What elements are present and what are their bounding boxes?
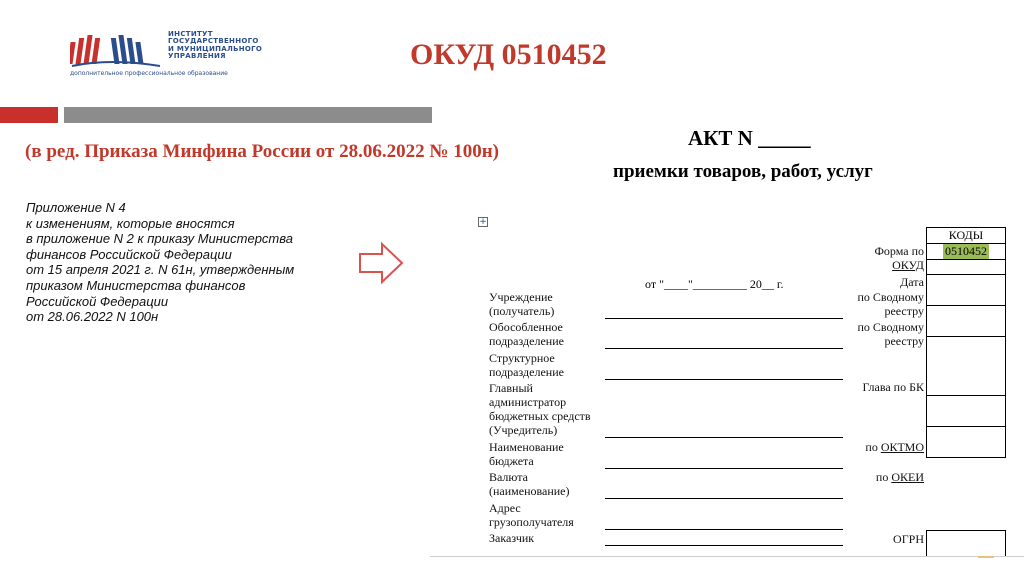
glav-label-2: администратор	[489, 395, 567, 409]
oktmo-label	[840, 440, 924, 455]
glav-label-4: (Учредитель)	[489, 423, 558, 437]
ogrn-label: ОГРН	[893, 532, 924, 546]
po-text: по	[865, 440, 878, 454]
obos-field-line	[605, 348, 843, 349]
form-bottom-edge	[430, 556, 1024, 557]
adr-label-1: Адрес	[489, 501, 521, 515]
strukt-field-line	[605, 379, 843, 380]
expand-icon[interactable]: +	[479, 217, 487, 227]
svod1-label: по Сводному	[857, 290, 924, 304]
okud-label: ОКУД	[892, 258, 924, 272]
form-subtitle: приемки товаров, работ, услуг	[613, 161, 873, 182]
val-label-1: Валюта	[489, 470, 528, 484]
logo-line: УПРАВЛЕНИЯ	[168, 52, 226, 61]
logo-line: И МУНИЦИПАЛЬНОГО	[168, 44, 263, 53]
oktmo-text: ОКТМО	[880, 440, 924, 454]
glava-label: Глава по БК	[862, 380, 924, 394]
form-title: АКТ N _____	[688, 126, 811, 150]
naim-label-2: бюджета	[489, 454, 534, 468]
glav-field-line	[605, 437, 843, 438]
appendix-line: от 28.06.2022 N 100н	[26, 309, 159, 325]
okud-code-value: 0510452	[945, 244, 987, 258]
naim-field-line	[605, 468, 843, 469]
glava-code-cell	[927, 337, 1006, 396]
logo-subline: дополнительное профессиональное образование	[70, 70, 228, 77]
oktmo-code-cell	[927, 396, 1006, 427]
zak-label: Заказчик	[489, 531, 535, 545]
appendix-line: от 15 апреля 2021 г. N 61н, утвержденным	[26, 262, 295, 278]
reestr2-label: реестру	[884, 334, 924, 348]
naim-label-1: Наименование	[489, 440, 564, 454]
uchr-label-2: (получатель)	[489, 304, 555, 318]
form-date-line: от "____"_________ 20__ г.	[645, 277, 784, 291]
codes-header: КОДЫ	[927, 228, 1006, 244]
page-title: ОКУД 0510452	[410, 38, 607, 71]
slide-corner-mark	[978, 548, 994, 558]
val-label-2: (наименование)	[489, 484, 570, 498]
logo-line: ИНСТИТУТ	[168, 30, 213, 38]
appendix-line: финансов Российской Федерации	[26, 246, 232, 262]
zak-field-line	[605, 545, 843, 546]
okei-label	[840, 470, 924, 485]
svod2-code-cell	[927, 306, 1006, 337]
codes-table	[926, 227, 1006, 458]
logo-line: ГОСУДАРСТВЕННОГО	[168, 37, 259, 46]
page-subtitle: (в ред. Приказа Минфина России от 28.06.2022 № 100н)	[25, 141, 499, 162]
val-field-line	[605, 498, 843, 499]
strukt-label-1: Структурное	[489, 351, 555, 365]
svod2-label: по Сводному	[857, 320, 924, 334]
uchr-label-1: Учреждение	[489, 290, 553, 304]
arrow-right-icon	[358, 241, 404, 285]
okei-text: ОКЕИ	[891, 470, 924, 484]
glav-label-3: бюджетных средств	[489, 409, 591, 423]
appendix-line: к изменениям, которые вносятся	[26, 215, 235, 231]
accent-bar-red	[0, 107, 58, 123]
appendix-line: Российской Федерации	[26, 293, 169, 309]
okud-code-cell	[927, 244, 1006, 260]
accent-bar-grey	[64, 107, 432, 123]
date-code-cell	[927, 260, 1006, 275]
glav-label-1: Главный	[489, 381, 533, 395]
appendix-line: приказом Министерства финансов	[26, 277, 246, 293]
logo-text	[168, 31, 262, 61]
appendix-note	[26, 200, 356, 325]
okei-code-cell	[927, 427, 1006, 458]
obos-label-2: подразделение	[489, 334, 564, 348]
obos-label-1: Обособленное	[489, 320, 563, 334]
adr-label-2: грузополучателя	[489, 515, 574, 529]
reestr1-label: реестру	[884, 304, 924, 318]
date-label: Дата	[900, 275, 924, 289]
appendix-line: в приложение N 2 к приказу Министерства	[26, 231, 293, 247]
form-po-label: Форма по	[874, 244, 924, 258]
uchr-field-line	[605, 318, 843, 319]
ogrn-code-cell	[926, 530, 1006, 557]
appendix-line: Приложение N 4	[26, 200, 126, 215]
po-text: по	[875, 470, 889, 484]
svod1-code-cell	[927, 275, 1006, 306]
strukt-label-2: подразделение	[489, 365, 564, 379]
adr-field-line	[605, 529, 843, 530]
